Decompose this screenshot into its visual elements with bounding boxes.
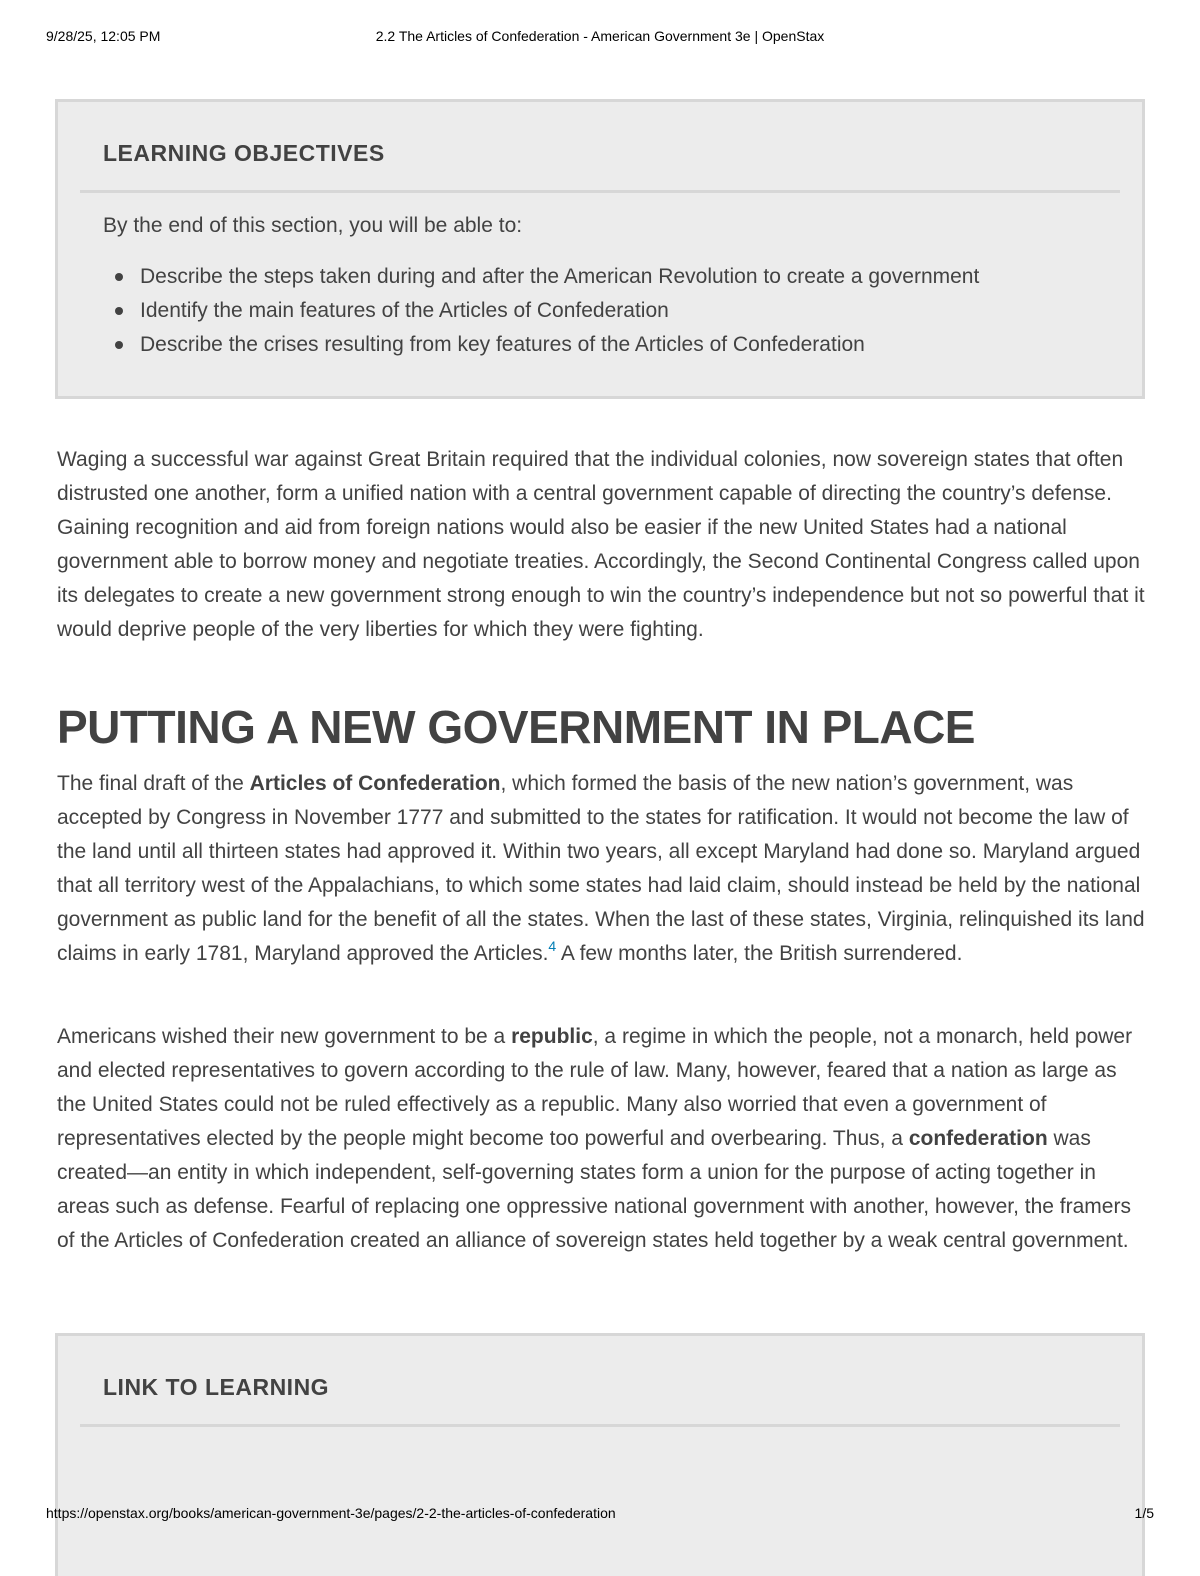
intro-paragraph: Waging a successful war against Great Britain required that the individual colonies, now sovereign states that often distrusted one another, form a unified nation with a central government capable of directing the country’s defense. Gaining recognition and aid from foreign nations would also be easier if the new United States had a national government able to borrow money and negotiate treaties. Accordingly, the Second Continental Congress called upon its delegates to create a new government strong enough to win the country’s independence but not so powerful that it would deprive people of the very liberties for which they were fighting.: [57, 448, 1145, 641]
print-footer: [0, 1505, 1200, 1527]
print-datetime: 9/28/25, 12:05 PM: [46, 28, 161, 44]
learning-objectives-intro: By the end of this section, you will be able to:: [103, 214, 523, 237]
key-term-confederation[interactable]: confederation: [908, 1127, 1048, 1150]
page-number: 1/5: [1134, 1505, 1154, 1521]
para-text: , which formed the basis of the new nation’s government, was accepted by Congress in November 1777 and submitted to the states for ratification. It would not become the law of the land until all thirteen states had approved it. Within two years, all except Maryland had done so. Maryland argued that all territory west of the Appalachians, to which some states had laid claim, should instead be held by the national government as public land for the benefit of all the states. When the last of these states, Virginia, relinquished its land claims in early 1781, Maryland approved the Articles.: [57, 772, 1145, 965]
section-heading: PUTTING A NEW GOVERNMENT IN PLACE: [57, 701, 975, 753]
learning-objectives-divider: [80, 190, 1120, 193]
print-url: https://openstax.org/books/american-government-3e/pages/2-2-the-articles-of-confederation: [46, 1505, 616, 1521]
body-paragraph-republic: [57, 1020, 1147, 1258]
para-text: The final draft of the: [57, 772, 250, 795]
learning-objective-item: Describe the crises resulting from key features of the Articles of Confederation: [103, 328, 979, 362]
print-header: [0, 28, 1200, 50]
learning-objectives-list: [103, 260, 979, 362]
key-term-republic[interactable]: republic: [511, 1025, 593, 1048]
para-text: was created—an entity in which independent, self-governing states form a union for the purpose of acting together in areas such as defense. Fearful of replacing one oppressive national government with another, however, the framers of the Articles of Confederation created an alliance of sovereign states held together by a weak central government.: [57, 1127, 1131, 1252]
body-paragraph-articles: [57, 767, 1147, 971]
learning-objectives-title: LEARNING OBJECTIVES: [103, 140, 385, 166]
print-page-title: 2.2 The Articles of Confederation - American Government 3e | OpenStax: [375, 28, 825, 44]
learning-objective-item: Identify the main features of the Articles of Confederation: [103, 294, 979, 328]
learning-objectives-box: [55, 99, 1145, 399]
link-to-learning-divider: [80, 1424, 1120, 1427]
key-term-articles-of-confederation[interactable]: Articles of Confederation: [249, 772, 501, 795]
para-text: A few months later, the British surrendered.: [556, 942, 963, 965]
link-to-learning-title: LINK TO LEARNING: [103, 1374, 330, 1400]
footnote-link[interactable]: 4: [548, 938, 557, 954]
learning-objective-item: Describe the steps taken during and after the American Revolution to create a government: [103, 260, 979, 294]
para-text: Americans wished their new government to be a: [57, 1025, 512, 1048]
link-to-learning-box: [55, 1333, 1145, 1576]
para-text: , a regime in which the people, not a monarch, held power and elected representatives to govern according to the rule of law. Many, however, feared that a nation as large as the United States could not be ruled effectively as a republic. Many also worried that even a government of representatives elected by the people might become too powerful and overbearing. Thus, a: [57, 1025, 1133, 1150]
